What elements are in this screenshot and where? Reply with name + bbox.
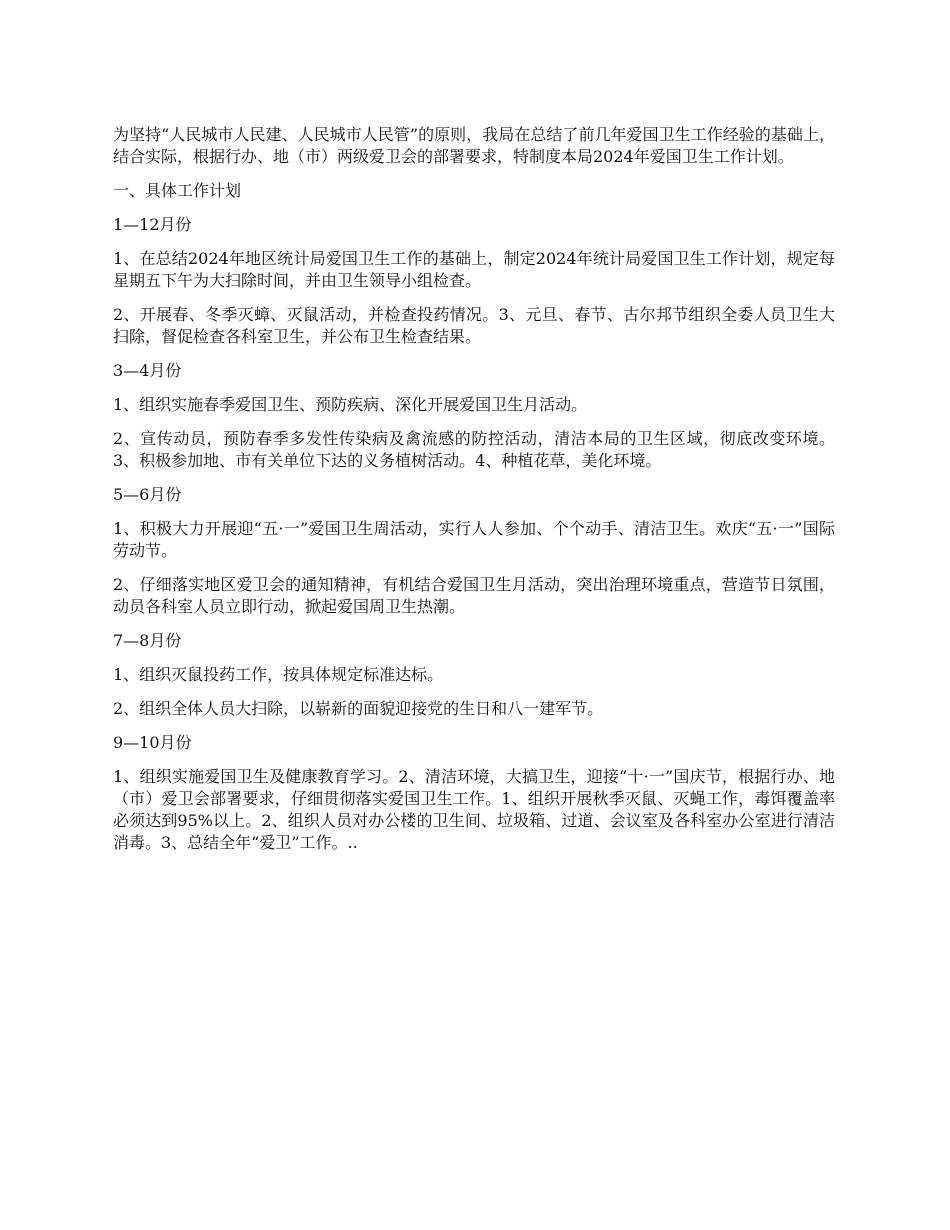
plan-item: 1、在总结2024年地区统计局爱国卫生工作的基础上，制定2024年统计局爱国卫生工作计划，规定每星期五下午为大扫除时间，并由卫生领导小组检查。	[113, 249, 835, 290]
plan-item: 2、宣传动员，预防春季多发性传染病及禽流感的防控活动，清洁本局的卫生区域，彻底改变环境。3、积极参加地、市有关单位下达的义务植树活动。4、种植花草，美化环境。	[113, 429, 835, 470]
document-page	[113, 124, 835, 866]
period-heading: 5—6月份	[113, 485, 182, 504]
period-heading: 1—12月份	[113, 215, 192, 234]
period-heading: 7—8月份	[113, 631, 182, 650]
plan-item: 2、仔细落实地区爱卫会的通知精神，有机结合爱国卫生月活动，突出治理环境重点，营造节日氛围，动员各科室人员立即行动，掀起爱国周卫生热潮。	[113, 575, 835, 616]
period-heading: 9—10月份	[113, 733, 192, 752]
plan-item: 1、积极大力开展迎“五·一”爱国卫生周活动，实行人人参加、个个动手、清洁卫生。欢庆“五·一”国际劳动节。	[113, 519, 835, 560]
plan-item: 2、组织全体人员大扫除，以崭新的面貌迎接党的生日和八一建军节。	[113, 699, 604, 718]
plan-item: 1、组织实施春季爱国卫生、预防疾病、深化开展爱国卫生月活动。	[113, 395, 588, 414]
plan-item: 2、开展春、冬季灭蟑、灭鼠活动，并检查投药情况。3、元旦、春节、古尔邦节组织全委人员卫生大扫除，督促检查各科室卫生，并公布卫生检查结果。	[113, 305, 835, 346]
plan-item: 1、组织灭鼠投药工作，按具体规定标准达标。	[113, 665, 444, 684]
plan-item: 1、组织实施爱国卫生及健康教育学习。2、清洁环境，大搞卫生，迎接“十·一”国庆节，根据行办、地（市）爱卫会部署要求，仔细贯彻落实爱国卫生工作。1、组织开展秋季灭鼠、灭蝇工作，毒饵覆盖率必须达到95%以上。2、组织人员对办公楼的卫生间、垃圾箱、过道、会议室及各科室办公室进行清洁消毒。3、总结全年“爱卫”工作。..	[113, 767, 835, 852]
section-heading: 一、具体工作计划	[113, 181, 242, 200]
intro-paragraph: 为坚持“人民城市人民建、人民城市人民管”的原则，我局在总结了前几年爱国卫生工作经验的基础上，结合实际，根据行办、地（市）两级爱卫会的部署要求，特制度本局2024年爱国卫生工作计划。	[113, 125, 835, 166]
period-heading: 3—4月份	[113, 361, 182, 380]
